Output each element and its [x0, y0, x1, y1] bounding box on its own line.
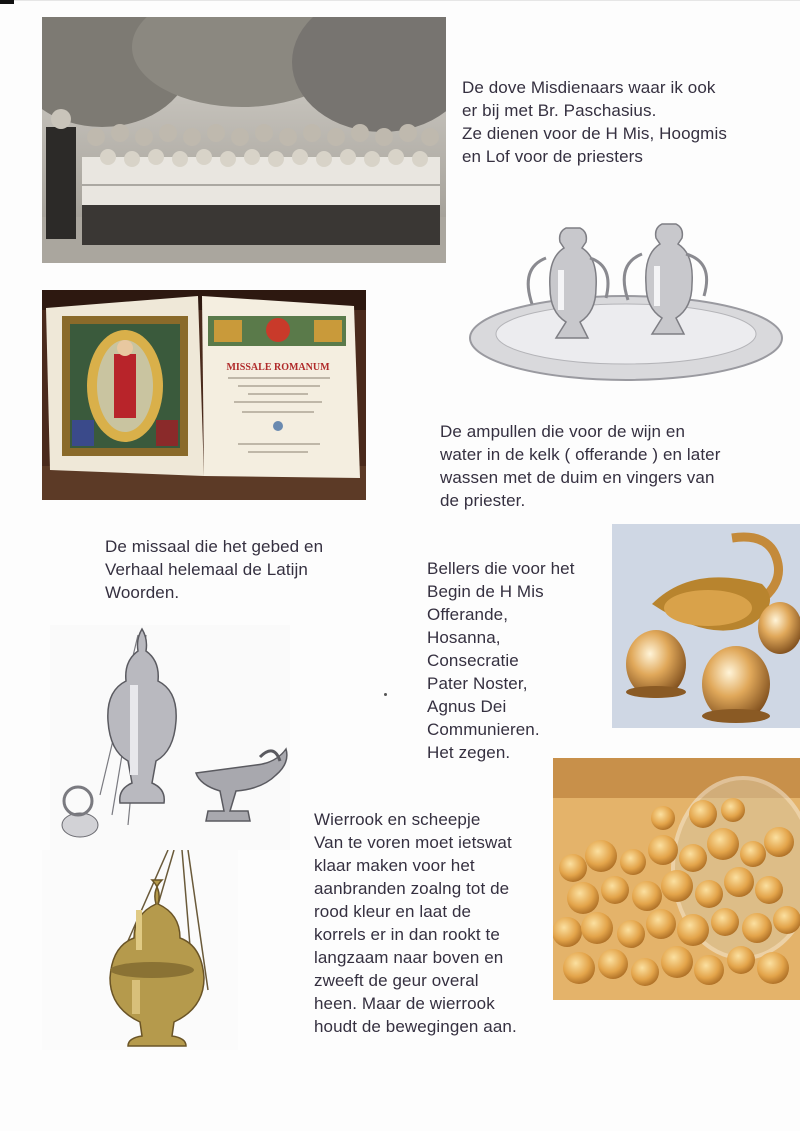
caption-line: Woorden. — [105, 583, 180, 602]
caption-line: Communieren. — [427, 720, 540, 739]
caption-line: langzaam naar boven en — [314, 948, 504, 967]
caption-line: er bij met Br. Paschasius. — [462, 101, 657, 120]
caption-line: Wierrook en scheepje — [314, 810, 481, 829]
caption-line: Bellers die voor het — [427, 559, 575, 578]
servers-caption — [462, 76, 727, 168]
missal-title-text: MISSALE ROMANUM — [226, 362, 330, 373]
altar-bells-photo — [612, 524, 800, 728]
caption-line: Begin de H Mis — [427, 582, 544, 601]
caption-line: Verhaal helemaal de Latijn — [105, 560, 308, 579]
missal-caption — [105, 535, 323, 604]
caption-line: Ze dienen voor de H Mis, Hoogmis — [462, 124, 727, 143]
caption-line: Hosanna, — [427, 628, 501, 647]
caption-line: de priester. — [440, 491, 526, 510]
caption-line: korrels er in dan rookt te — [314, 925, 500, 944]
caption-line: Van te voren moet ietswat — [314, 833, 512, 852]
caption-line: zweeft de geur overal — [314, 971, 479, 990]
caption-line: en Lof voor de priesters — [462, 147, 643, 166]
altar-servers-photo — [42, 17, 446, 263]
scan-top-edge — [14, 0, 800, 1]
cruets-photo — [466, 210, 784, 390]
caption-line: Pater Noster, — [427, 674, 528, 693]
caption-line: wassen met de duim en vingers van — [440, 468, 715, 487]
bells-caption — [427, 557, 575, 764]
caption-line: Offerande, — [427, 605, 509, 624]
scan-corner-mark — [0, 0, 14, 4]
caption-line: heen. Maar de wierrook — [314, 994, 495, 1013]
caption-line: Agnus Dei — [427, 697, 507, 716]
caption-line: water in de kelk ( offerande ) en later — [440, 445, 721, 464]
incense-caption — [314, 808, 517, 1038]
caption-line: klaar maken voor het — [314, 856, 475, 875]
caption-line: houdt de bewegingen aan. — [314, 1017, 517, 1036]
cruets-caption — [440, 420, 720, 512]
caption-line: Het zegen. — [427, 743, 511, 762]
missal-photo — [42, 290, 366, 500]
scan-speck — [384, 693, 387, 696]
caption-line: De dove Misdienaars waar ik ook — [462, 78, 716, 97]
caption-line: De ampullen die voor de wijn en — [440, 422, 686, 441]
caption-line: Consecratie — [427, 651, 519, 670]
silver-thurible-photo — [50, 625, 290, 850]
caption-line: rood kleur en laat de — [314, 902, 472, 921]
caption-line: aanbranden zoalng tot de — [314, 879, 510, 898]
caption-line: De missaal die het gebed en — [105, 537, 324, 556]
brass-thurible-photo — [42, 850, 238, 1050]
incense-photo — [553, 758, 800, 1000]
